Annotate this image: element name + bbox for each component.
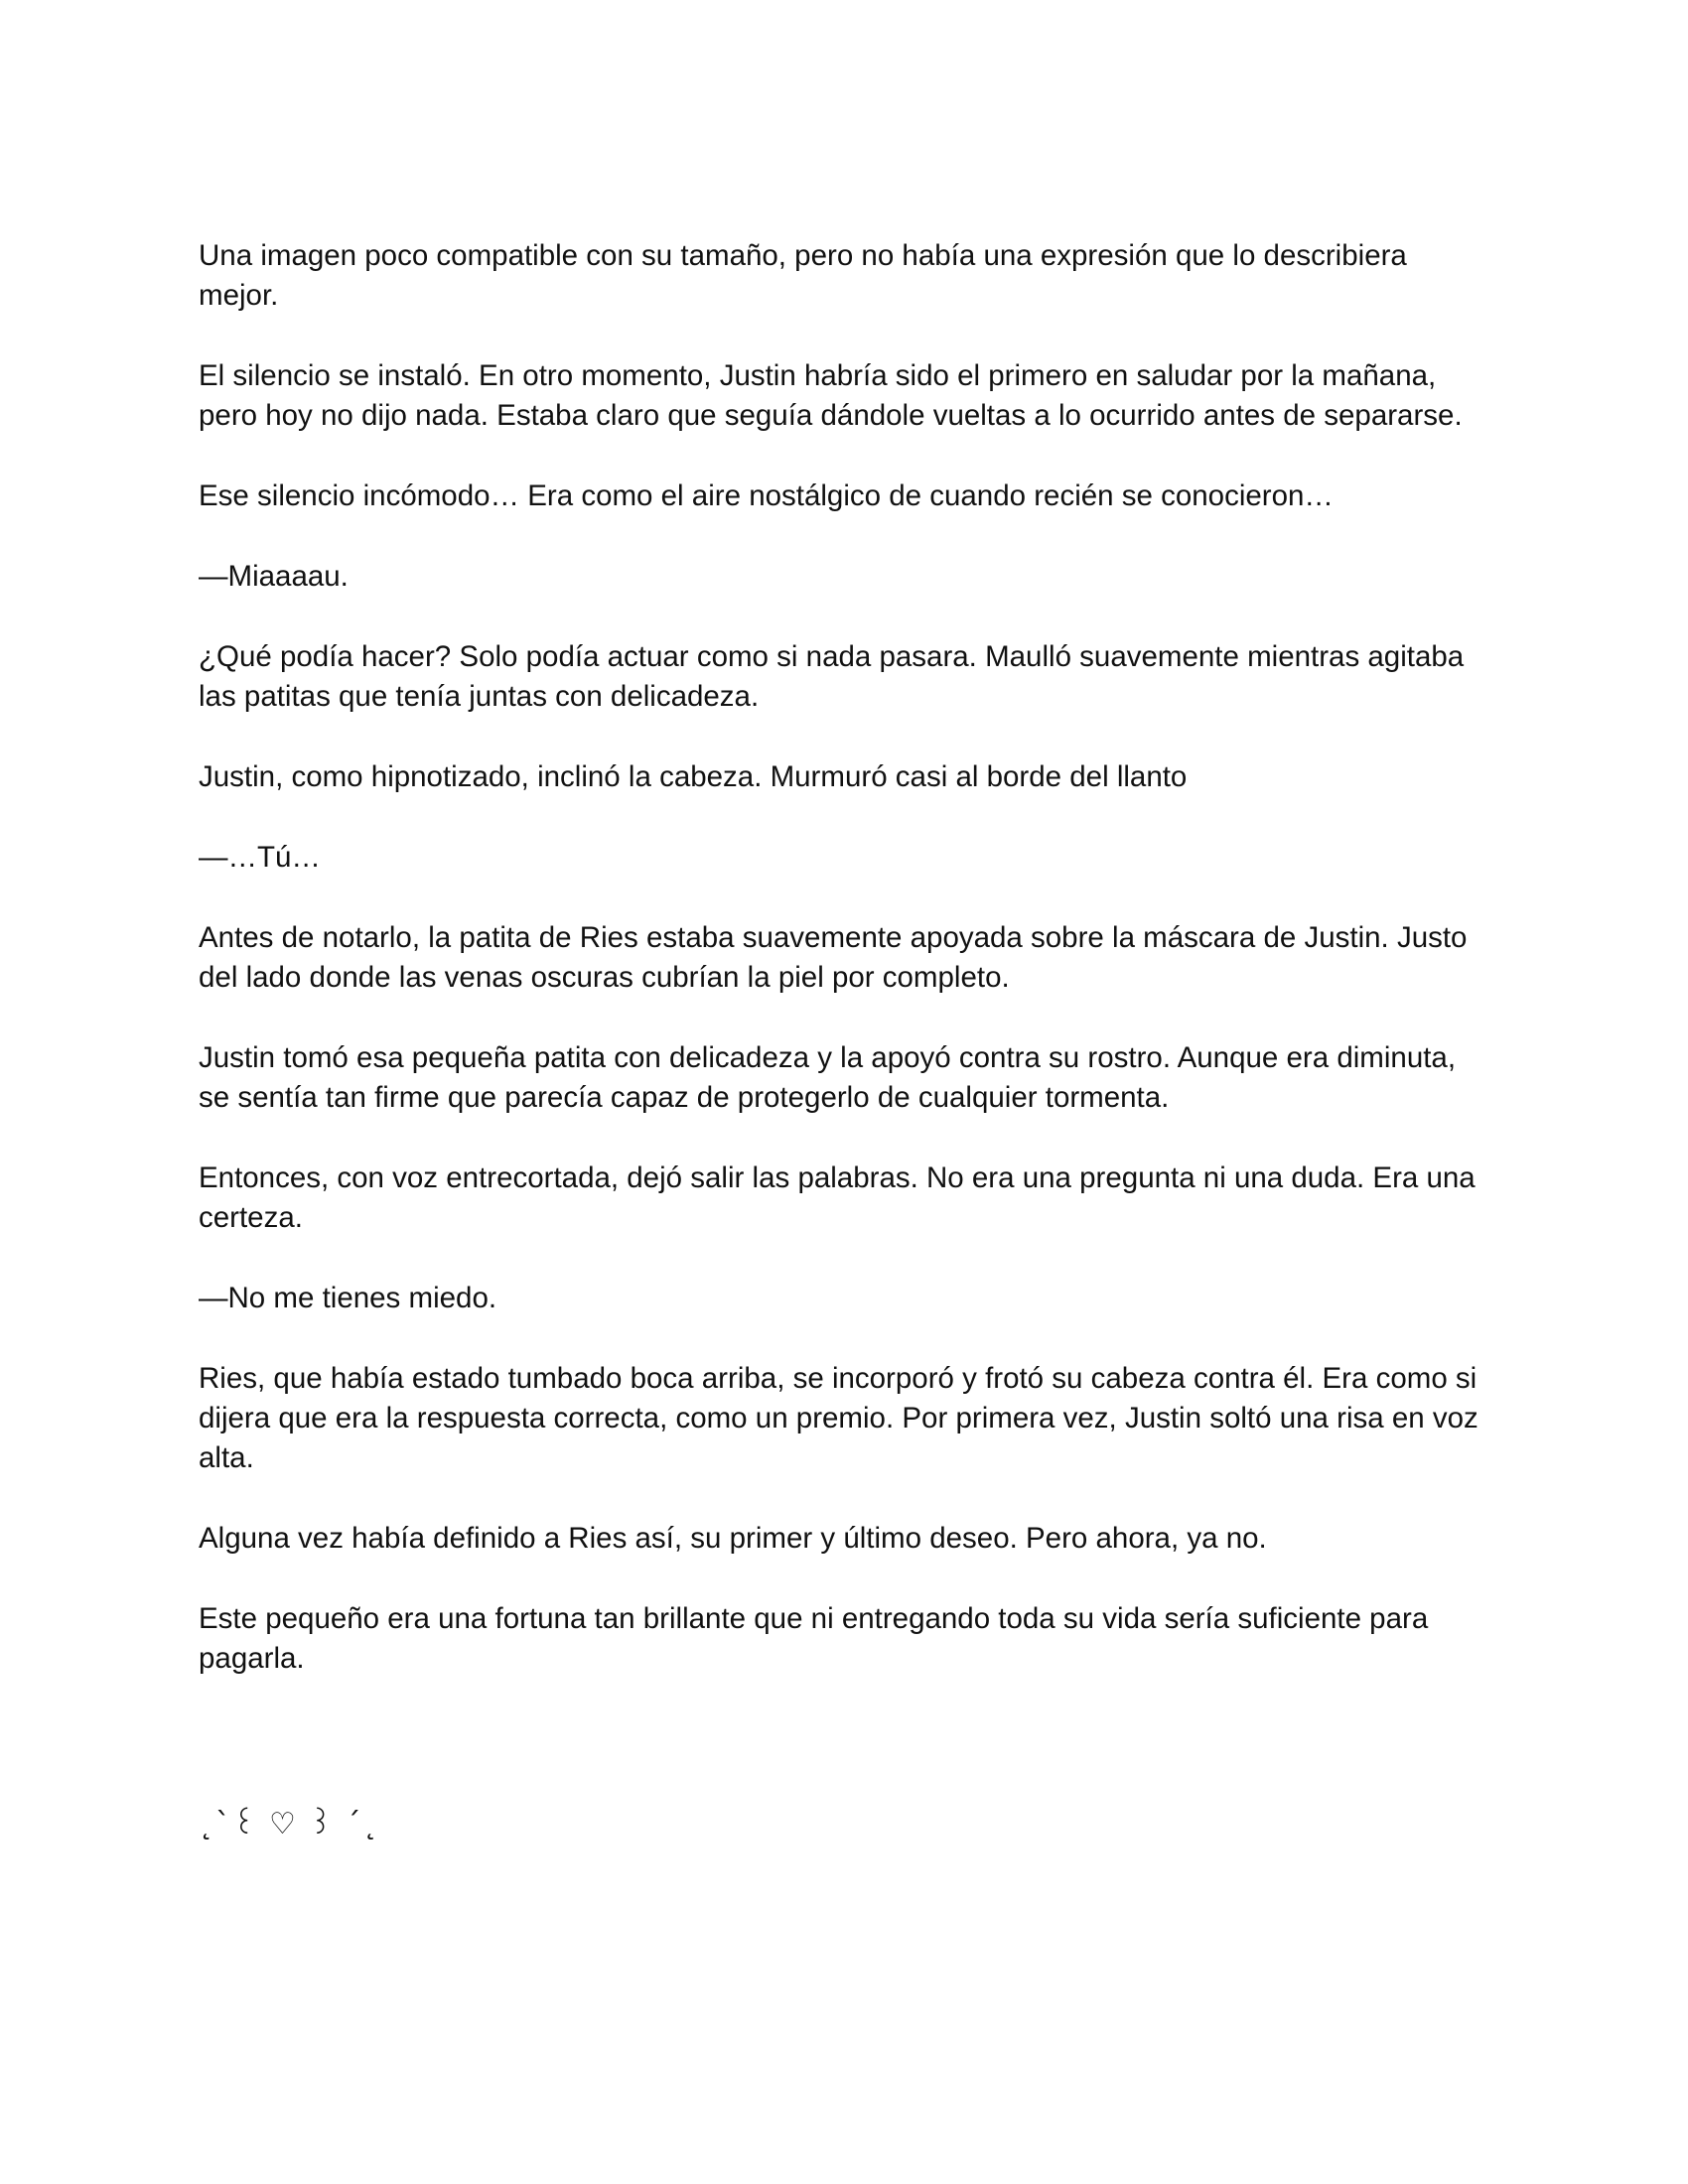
paragraph-7: —…Tú… (199, 841, 321, 874)
heart-ornament: ˛`꒰ ♡ ꒱ ´˛ (199, 1807, 380, 1842)
paragraph-10: Entonces, con voz entrecortada, dejó salir las palabras. No era una pregunta ni una duda. Era una certeza. (199, 1161, 1476, 1234)
paragraph-2: El silencio se instaló. En otro momento, Justin habría sido el primero en saludar por la mañana, pero hoy no dijo nada. Estaba claro que seguía dándole vueltas a lo ocurrido antes de separarse. (199, 359, 1463, 432)
paragraph-8: Antes de notarlo, la patita de Ries estaba suavemente apoyada sobre la máscara de Justin. Justo del lado donde las venas oscuras cubrían la piel por completo. (199, 921, 1468, 994)
paragraph-14: Este pequeño era una fortuna tan brillante que ni entregando toda su vida sería suficiente para pagarla. (199, 1602, 1429, 1675)
document-body (199, 236, 1489, 1719)
paragraph-11: —No me tienes miedo. (199, 1282, 497, 1314)
paragraph-9: Justin tomó esa pequeña patita con delicadeza y la apoyó contra su rostro. Aunque era diminuta, se sentía tan firme que parecía capaz de protegerlo de cualquier tormenta. (199, 1041, 1457, 1114)
paragraph-13: Alguna vez había definido a Ries así, su primer y último deseo. Pero ahora, ya no. (199, 1522, 1267, 1555)
paragraph-6: Justin, como hipnotizado, inclinó la cabeza. Murmuró casi al borde del llanto (199, 760, 1188, 793)
paragraph-3: Ese silencio incómodo… Era como el aire nostálgico de cuando recién se conocieron… (199, 479, 1334, 512)
paragraph-1: Una imagen poco compatible con su tamaño, pero no había una expresión que lo describiera mejor. (199, 239, 1407, 312)
paragraph-12: Ries, que había estado tumbado boca arriba, se incorporó y frotó su cabeza contra él. Era como si dijera que era la respuesta correcta, como un premio. Por primera vez, Justin soltó una risa en voz alta. (199, 1362, 1478, 1474)
paragraph-4: —Miaaaau. (199, 560, 349, 593)
paragraph-5: ¿Qué podía hacer? Solo podía actuar como si nada pasara. Maulló suavemente mientras agitaba las patitas que tenía juntas con delicadeza. (199, 640, 1465, 713)
